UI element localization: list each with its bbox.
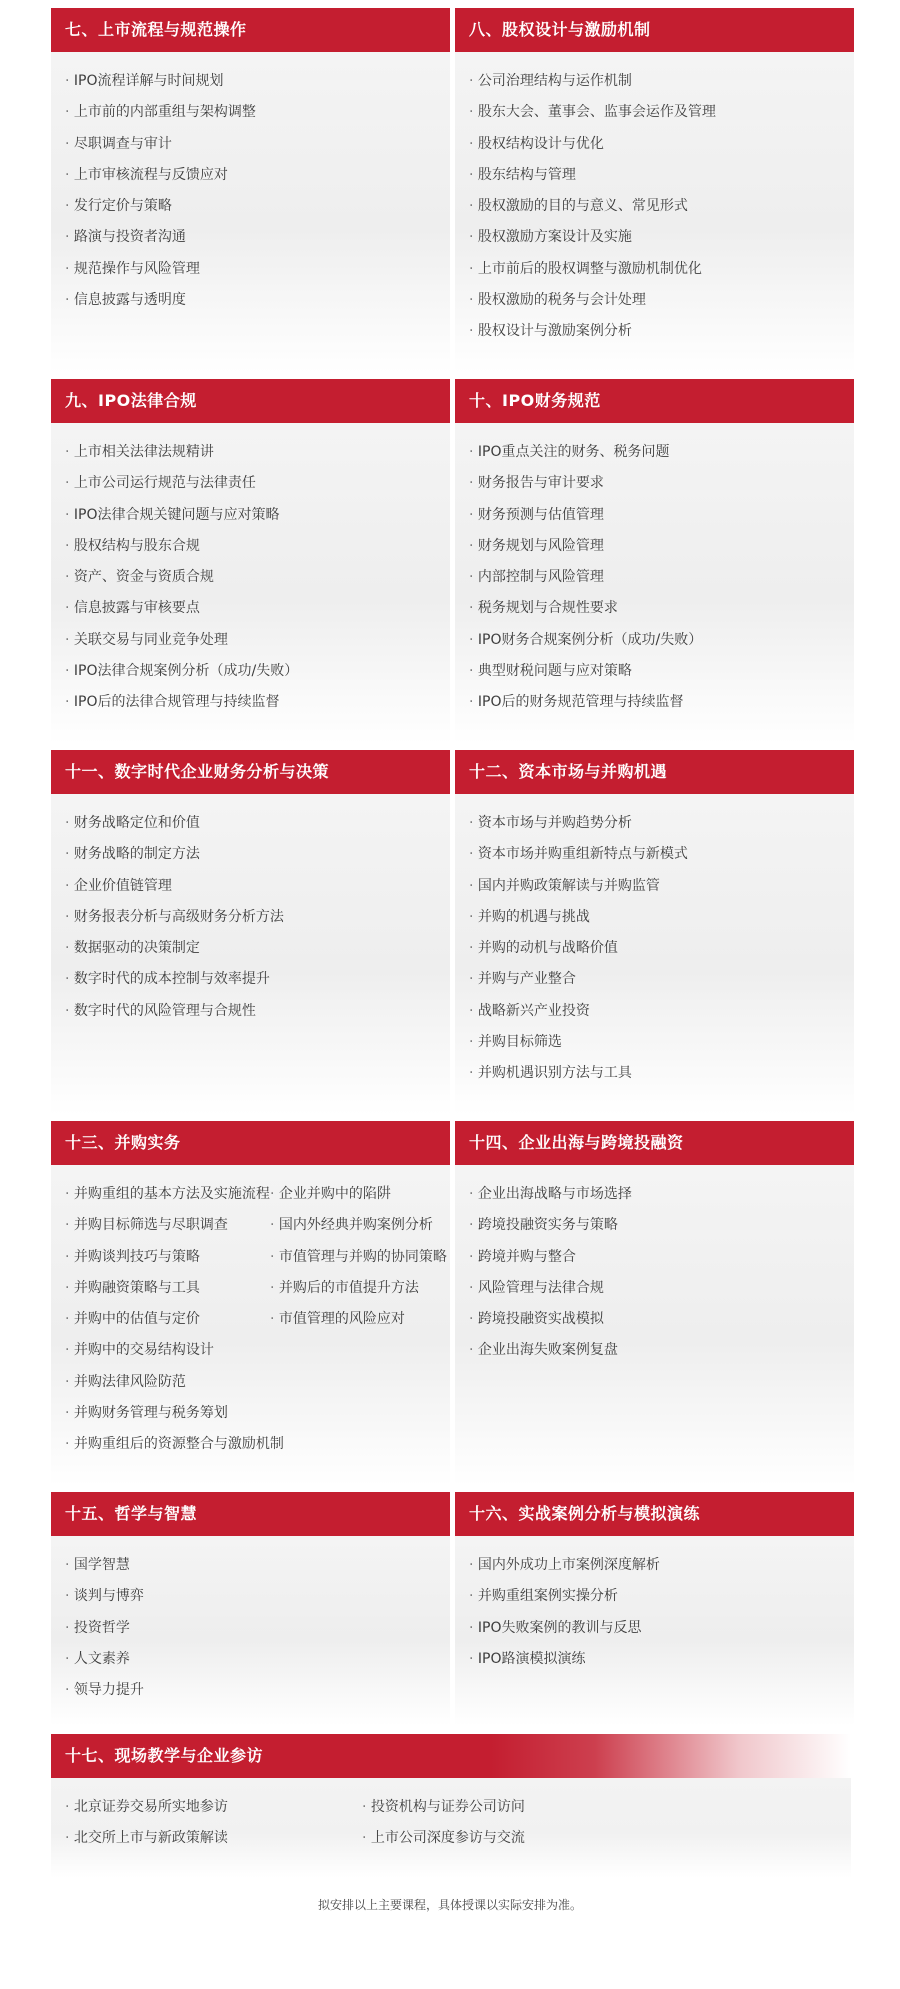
- list-item: · 跨境投融资实战模拟: [469, 1304, 854, 1335]
- list-item: · 战略新兴产业投资: [469, 996, 854, 1027]
- section-title: 十三、并购实务: [51, 1121, 450, 1165]
- list-item: · 股权结构设计与优化: [469, 129, 854, 160]
- list-item: · 税务规划与合规性要求: [469, 593, 854, 624]
- list-item: · 市值管理与并购的协同策略: [270, 1242, 447, 1273]
- section-body: [455, 794, 854, 1115]
- section-title: 十、IPO财务规范: [455, 379, 854, 423]
- section-body: [51, 52, 450, 373]
- list-item: · 数据驱动的决策制定: [65, 933, 450, 964]
- section-card-14: [455, 1121, 854, 1486]
- section-title: 十四、企业出海与跨境投融资: [455, 1121, 854, 1165]
- list-item: · 典型财税问题与应对策略: [469, 656, 854, 687]
- list-item: · 上市前的内部重组与架构调整: [65, 97, 450, 128]
- section-title: 十一、数字时代企业财务分析与决策: [51, 750, 450, 794]
- section-card-10: [455, 379, 854, 744]
- list-item: · 市值管理的风险应对: [270, 1304, 447, 1335]
- list-item: · 国学智慧: [65, 1550, 450, 1581]
- list-item: · 并购目标筛选与尽职调查: [65, 1210, 284, 1241]
- list-item: · 发行定价与策略: [65, 191, 450, 222]
- list-item: · 并购谈判技巧与策略: [65, 1242, 284, 1273]
- list-item: · 上市前后的股权调整与激励机制优化: [469, 254, 854, 285]
- section-body: [51, 794, 450, 1115]
- list-item: · 投资机构与证券公司访问: [362, 1792, 525, 1823]
- section-card-9: [51, 379, 450, 744]
- list-item: · IPO后的法律合规管理与持续监督: [65, 687, 450, 718]
- list-item: · 股权设计与激励案例分析: [469, 316, 854, 347]
- section-body: [455, 52, 854, 373]
- list-item: · 企业出海战略与市场选择: [469, 1179, 854, 1210]
- list-item: · 并购融资策略与工具: [65, 1273, 284, 1304]
- list-item: · 股权激励的目的与意义、常见形式: [469, 191, 854, 222]
- list-column-right: [270, 1179, 447, 1335]
- section-card-17: [51, 1734, 851, 1878]
- list-item: · 跨境投融资实务与策略: [469, 1210, 854, 1241]
- section-card-13: [51, 1121, 450, 1486]
- list-item: · IPO财务合规案例分析（成功/失败）: [469, 625, 854, 656]
- list-item: · 股权激励的税务与会计处理: [469, 285, 854, 316]
- list-item: · 关联交易与同业竞争处理: [65, 625, 450, 656]
- list-item: · 跨境并购与整合: [469, 1242, 854, 1273]
- list-item: · 领导力提升: [65, 1675, 450, 1706]
- section-card-12: [455, 750, 854, 1115]
- section-body: [455, 423, 854, 744]
- section-card-15: [51, 1492, 450, 1726]
- list-item: · 规范操作与风险管理: [65, 254, 450, 285]
- list-item: · 信息披露与审核要点: [65, 593, 450, 624]
- list-item: · 并购的动机与战略价值: [469, 933, 854, 964]
- list-item: · 资本市场与并购趋势分析: [469, 808, 854, 839]
- list-item: · 并购中的估值与定价: [65, 1304, 284, 1335]
- list-item: · 财务规划与风险管理: [469, 531, 854, 562]
- section-body: [51, 1778, 851, 1878]
- list-item: · 财务战略定位和价值: [65, 808, 450, 839]
- list-item: · IPO法律合规案例分析（成功/失败）: [65, 656, 450, 687]
- list-item: · 并购重组后的资源整合与激励机制: [65, 1429, 284, 1460]
- list-item: · 财务战略的制定方法: [65, 839, 450, 870]
- list-item: · 企业并购中的陷阱: [270, 1179, 447, 1210]
- section-title: 十二、资本市场与并购机遇: [455, 750, 854, 794]
- list-item: · 并购中的交易结构设计: [65, 1335, 284, 1366]
- list-item: · 并购重组的基本方法及实施流程: [65, 1179, 284, 1210]
- section-body: [51, 1165, 450, 1486]
- list-item: · 内部控制与风险管理: [469, 562, 854, 593]
- list-item: · 上市相关法律法规精讲: [65, 437, 450, 468]
- list-column-left: [65, 1179, 284, 1461]
- section-title: 十七、现场教学与企业参访: [51, 1734, 851, 1778]
- list-item: · 人文素养: [65, 1644, 450, 1675]
- list-item: · 上市审核流程与反馈应对: [65, 160, 450, 191]
- list-item: · 尽职调查与审计: [65, 129, 450, 160]
- list-item: · 国内外成功上市案例深度解析: [469, 1550, 854, 1581]
- list-item: · 并购机遇识别方法与工具: [469, 1058, 854, 1089]
- list-item: · 北交所上市与新政策解读: [65, 1823, 228, 1854]
- section-body: [51, 423, 450, 744]
- section-body: [455, 1536, 854, 1726]
- list-item: · 企业价值链管理: [65, 871, 450, 902]
- list-item: · 并购法律风险防范: [65, 1367, 284, 1398]
- list-column-right: [362, 1792, 525, 1855]
- list-item: · IPO法律合规关键问题与应对策略: [65, 500, 450, 531]
- list-item: · 并购目标筛选: [469, 1027, 854, 1058]
- list-item: · 国内并购政策解读与并购监管: [469, 871, 854, 902]
- list-item: · 并购重组案例实操分析: [469, 1581, 854, 1612]
- section-card-11: [51, 750, 450, 1115]
- list-item: · IPO流程详解与时间规划: [65, 66, 450, 97]
- list-item: · 数字时代的风险管理与合规性: [65, 996, 450, 1027]
- footer-note: 拟安排以上主要课程，具体授课以实际安排为准。: [317, 1898, 582, 1912]
- list-item: · 资产、资金与资质合规: [65, 562, 450, 593]
- list-item: · 财务报告与审计要求: [469, 468, 854, 499]
- section-title: 十六、实战案例分析与模拟演练: [455, 1492, 854, 1536]
- list-column-left: [65, 1792, 228, 1855]
- section-body: [455, 1165, 854, 1486]
- section-card-8: [455, 8, 854, 373]
- section-title: 八、股权设计与激励机制: [455, 8, 854, 52]
- list-item: · 企业出海失败案例复盘: [469, 1335, 854, 1366]
- list-item: · 股东结构与管理: [469, 160, 854, 191]
- section-title: 十五、哲学与智慧: [51, 1492, 450, 1536]
- list-item: · 股权激励方案设计及实施: [469, 222, 854, 253]
- list-item: · 并购的机遇与挑战: [469, 902, 854, 933]
- list-item: · 股权结构与股东合规: [65, 531, 450, 562]
- section-card-7: [51, 8, 450, 373]
- list-item: · 上市公司运行规范与法律责任: [65, 468, 450, 499]
- list-item: · 谈判与博弈: [65, 1581, 450, 1612]
- section-title: 七、上市流程与规范操作: [51, 8, 450, 52]
- list-item: · 上市公司深度参访与交流: [362, 1823, 525, 1854]
- list-item: · IPO失败案例的教训与反思: [469, 1613, 854, 1644]
- list-item: · 财务预测与估值管理: [469, 500, 854, 531]
- list-item: · 公司治理结构与运作机制: [469, 66, 854, 97]
- list-item: · 并购财务管理与税务筹划: [65, 1398, 284, 1429]
- section-card-16: [455, 1492, 854, 1726]
- list-item: · IPO重点关注的财务、税务问题: [469, 437, 854, 468]
- list-item: · IPO路演模拟演练: [469, 1644, 854, 1675]
- list-item: · 风险管理与法律合规: [469, 1273, 854, 1304]
- section-body: [51, 1536, 450, 1726]
- list-item: · 路演与投资者沟通: [65, 222, 450, 253]
- list-item: · 财务报表分析与高级财务分析方法: [65, 902, 450, 933]
- section-title: 九、IPO法律合规: [51, 379, 450, 423]
- list-item: · 国内外经典并购案例分析: [270, 1210, 447, 1241]
- list-item: · 资本市场并购重组新特点与新模式: [469, 839, 854, 870]
- list-item: · 股东大会、董事会、监事会运作及管理: [469, 97, 854, 128]
- list-item: · 并购与产业整合: [469, 964, 854, 995]
- list-item: · IPO后的财务规范管理与持续监督: [469, 687, 854, 718]
- list-item: · 投资哲学: [65, 1613, 450, 1644]
- list-item: · 并购后的市值提升方法: [270, 1273, 447, 1304]
- list-item: · 信息披露与透明度: [65, 285, 450, 316]
- list-item: · 数字时代的成本控制与效率提升: [65, 964, 450, 995]
- list-item: · 北京证券交易所实地参访: [65, 1792, 228, 1823]
